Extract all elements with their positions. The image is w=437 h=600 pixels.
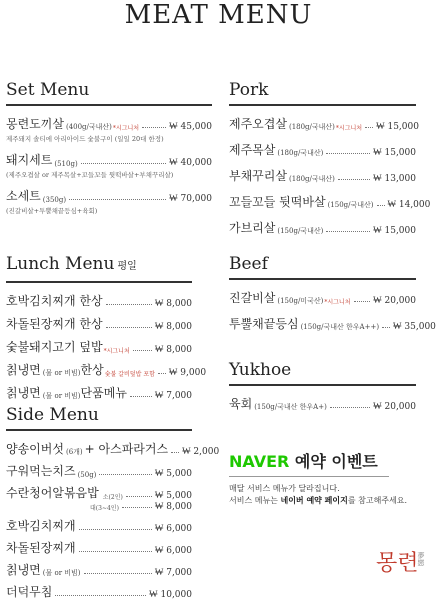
menu-item — [6, 583, 192, 600]
menu-item — [229, 141, 416, 158]
item-spec: (150g/국내산) — [277, 227, 324, 235]
item-spec: (50g) — [77, 471, 97, 479]
menu-item — [6, 361, 207, 378]
item-price: ₩ 14,000 — [387, 200, 431, 210]
item-description: (제주오겹살 or 제주목살+꼬들꼬들 뒷떡바살+부채꾸리살) — [6, 171, 174, 179]
naver-line-2 — [229, 495, 429, 507]
menu-item — [229, 289, 416, 306]
menu-item — [6, 539, 192, 556]
dotted-leader — [326, 231, 370, 232]
naver-event-label: 예약 이벤트 — [294, 452, 378, 471]
dotted-leader — [354, 301, 371, 302]
item-name: 투뿔채끝등심 — [229, 317, 299, 331]
item-name: 호박김치찌개 — [6, 519, 76, 533]
item-price: ₩ 6,000 — [154, 546, 192, 556]
menu-item — [6, 384, 192, 401]
item-name: 가브리살 — [229, 221, 276, 235]
naver-event-title — [229, 449, 429, 472]
dotted-leader — [79, 551, 152, 552]
dotted-leader — [99, 474, 151, 475]
menu-item — [6, 440, 220, 457]
dotted-leader — [126, 496, 152, 497]
restaurant-logo — [374, 538, 434, 588]
yukhoe-heading: Yukhoe — [229, 360, 416, 386]
item-price: ₩ 45,000 — [169, 122, 212, 132]
item-name: 구워먹는치즈 — [6, 464, 76, 478]
item-price: ₩ 9,000 — [168, 368, 207, 378]
item-name: 소세트 — [6, 189, 41, 203]
naver-brand: NAVER — [229, 452, 290, 471]
dotted-leader — [142, 127, 166, 128]
menu-item — [229, 193, 431, 210]
menu-item — [6, 292, 192, 309]
item-name: 돼지세트 — [6, 153, 53, 167]
item-name: 제주목살 — [229, 143, 276, 157]
item-name: 차돌된장찌개 한상 — [6, 317, 103, 331]
lunch-menu-section — [6, 254, 207, 401]
menu-item — [6, 484, 192, 512]
item-name-suffix: + 아스파라거스 — [84, 442, 169, 456]
signature-tag: *시그니처 — [335, 125, 363, 132]
naver-event-text — [229, 483, 429, 507]
item-description: (진갈비살+투뿔채끝등심+육회) — [6, 207, 98, 215]
page-title: MEAT MENU — [124, 0, 313, 30]
item-name: 차돌된장찌개 — [6, 541, 76, 555]
set-menu-section — [6, 80, 212, 215]
lunch-menu-heading — [6, 254, 192, 283]
menu-item — [229, 219, 416, 236]
beef-heading: Beef — [229, 254, 416, 280]
item-spec: (물 or 비빔) — [42, 369, 81, 377]
item-price: ₩ 20,000 — [373, 402, 416, 412]
dotted-leader — [338, 179, 370, 180]
item-name-suffix: 한상 — [80, 363, 104, 377]
item-name: 육회 — [229, 397, 253, 411]
menu-item — [6, 462, 192, 479]
item-price: ₩ 5,000 — [154, 491, 192, 501]
item-spec: (물 or 비빔) — [42, 569, 81, 577]
item-spec: (150g/국내산) — [327, 201, 374, 209]
item-price: ₩ 15,000 — [373, 148, 416, 158]
menu-item — [229, 115, 419, 132]
dotted-leader — [106, 327, 152, 328]
dotted-leader — [81, 163, 166, 164]
item-price: ₩ 10,000 — [149, 590, 192, 600]
dotted-leader — [133, 350, 152, 351]
menu-item — [229, 395, 416, 412]
item-spec: (510g) — [54, 160, 78, 168]
item-price: ₩ 7,000 — [154, 568, 192, 578]
item-spec: (물 or 비빔) — [42, 392, 81, 400]
dotted-leader — [158, 373, 166, 374]
item-name: 칡냉면 — [6, 386, 41, 400]
item-price: ₩ 15,000 — [373, 226, 416, 236]
naver-line-2-post: 를 참고해주세요. — [347, 496, 408, 505]
item-name: 양송이버섯 — [6, 442, 64, 456]
menu-item — [6, 315, 192, 332]
signature-tag: *시그니처 — [112, 125, 140, 132]
item-name: 더덕무침 — [6, 585, 53, 599]
item-price: ₩ 5,000 — [154, 469, 192, 479]
item-price: ₩ 13,000 — [373, 174, 416, 184]
item-price: ₩ 6,000 — [154, 524, 192, 534]
item-price: ₩ 8,000 — [154, 345, 192, 355]
naver-reservation-link-text: 네이버 예약 페이지 — [280, 496, 348, 505]
item-name: 몽련도끼살 — [6, 117, 64, 131]
item-name: 칡냉면 — [6, 563, 41, 577]
item-price: ₩ 7,000 — [154, 391, 192, 401]
item-name: 제주오겹살 — [229, 117, 287, 131]
dotted-leader — [55, 595, 146, 596]
item-name: 칡냉면 — [6, 363, 41, 377]
item-spec: (150g/국내산 한우A+) — [254, 403, 327, 411]
item-spec: (150g/국내산 한우A++) — [300, 323, 380, 331]
dotted-leader — [382, 327, 390, 328]
menu-item — [6, 561, 192, 578]
naver-line-2-pre: 서비스 메뉴는 — [229, 496, 281, 505]
dotted-leader — [171, 452, 179, 453]
dotted-leader — [326, 153, 370, 154]
signature-tag: *시그니처 — [324, 299, 351, 306]
lunch-heading-sub: 평일 — [117, 261, 137, 272]
naver-line-1: 매달 서비스 메뉴가 달라집니다. — [229, 484, 340, 493]
logo-side-text: 夢戀 — [417, 552, 425, 566]
item-price: ₩ 8,000 — [154, 502, 192, 512]
item-extra-note: 숯불 갈비덮밥 포함 — [104, 371, 155, 378]
item-price: ₩ 20,000 — [373, 296, 416, 306]
dotted-leader — [330, 407, 370, 408]
variant-label: 대(3~4인) — [90, 505, 119, 512]
item-name: 호박김치찌개 한상 — [6, 294, 103, 308]
menu-item — [6, 187, 212, 215]
set-menu-heading: Set Menu — [6, 80, 212, 106]
menu-item — [6, 338, 192, 355]
variant-label: 소(2인) — [102, 494, 123, 501]
menu-item — [229, 167, 416, 184]
naver-event-block — [229, 449, 429, 507]
item-price: ₩ 2,000 — [182, 447, 220, 457]
dotted-leader — [84, 573, 152, 574]
item-spec: (180g/국내산) — [288, 175, 335, 183]
menu-item — [6, 517, 192, 534]
pork-section — [229, 80, 431, 236]
dotted-leader — [122, 507, 152, 508]
item-price: ₩ 70,000 — [169, 194, 212, 204]
item-name: 꼬들꼬들 뒷떡바살 — [229, 195, 326, 209]
item-price: ₩ 40,000 — [169, 158, 212, 168]
item-spec: (6개) — [65, 448, 83, 456]
dotted-leader — [130, 396, 152, 397]
beef-section — [229, 254, 436, 332]
item-name: 진갈비살 — [229, 291, 276, 305]
logo-mark — [374, 538, 434, 588]
item-price: ₩ 15,000 — [376, 122, 419, 132]
item-name-suffix: 단품메뉴 — [80, 386, 127, 400]
side-menu-section — [6, 405, 220, 600]
logo-main-text: 몽련 — [376, 551, 419, 576]
dotted-leader — [69, 199, 166, 200]
dotted-leader — [106, 304, 152, 305]
item-name: 수란청어알볶음밥 — [6, 486, 99, 500]
signature-tag: *시그니처 — [103, 348, 130, 355]
dotted-leader — [365, 127, 373, 128]
dotted-leader — [79, 529, 152, 530]
item-spec: (180g/국내산) — [277, 149, 324, 157]
menu-item — [6, 151, 212, 179]
menu-item — [6, 115, 212, 143]
item-spec: (180g/국내산) — [288, 123, 335, 131]
item-spec: (150g/미국산) — [277, 297, 324, 305]
menu-item — [229, 315, 436, 332]
item-spec: (400g/국내산) — [65, 123, 112, 131]
lunch-heading-text: Lunch Menu — [6, 254, 115, 274]
item-price: ₩ 35,000 — [393, 322, 436, 332]
naver-divider — [229, 476, 389, 477]
dotted-leader — [377, 205, 385, 206]
item-price: ₩ 8,000 — [154, 322, 192, 332]
item-name: 숯불돼지고기 덮밥 — [6, 340, 103, 354]
item-price: ₩ 8,000 — [154, 299, 192, 309]
item-spec: (350g) — [42, 196, 67, 204]
side-menu-heading: Side Menu — [6, 405, 192, 431]
item-description: 제주돼지 솔티에 아리아이드 숯불구이 (일일 20대 한정) — [6, 135, 164, 143]
yukhoe-section — [229, 360, 416, 412]
pork-heading: Pork — [229, 80, 416, 106]
item-name: 부채꾸리살 — [229, 169, 287, 183]
